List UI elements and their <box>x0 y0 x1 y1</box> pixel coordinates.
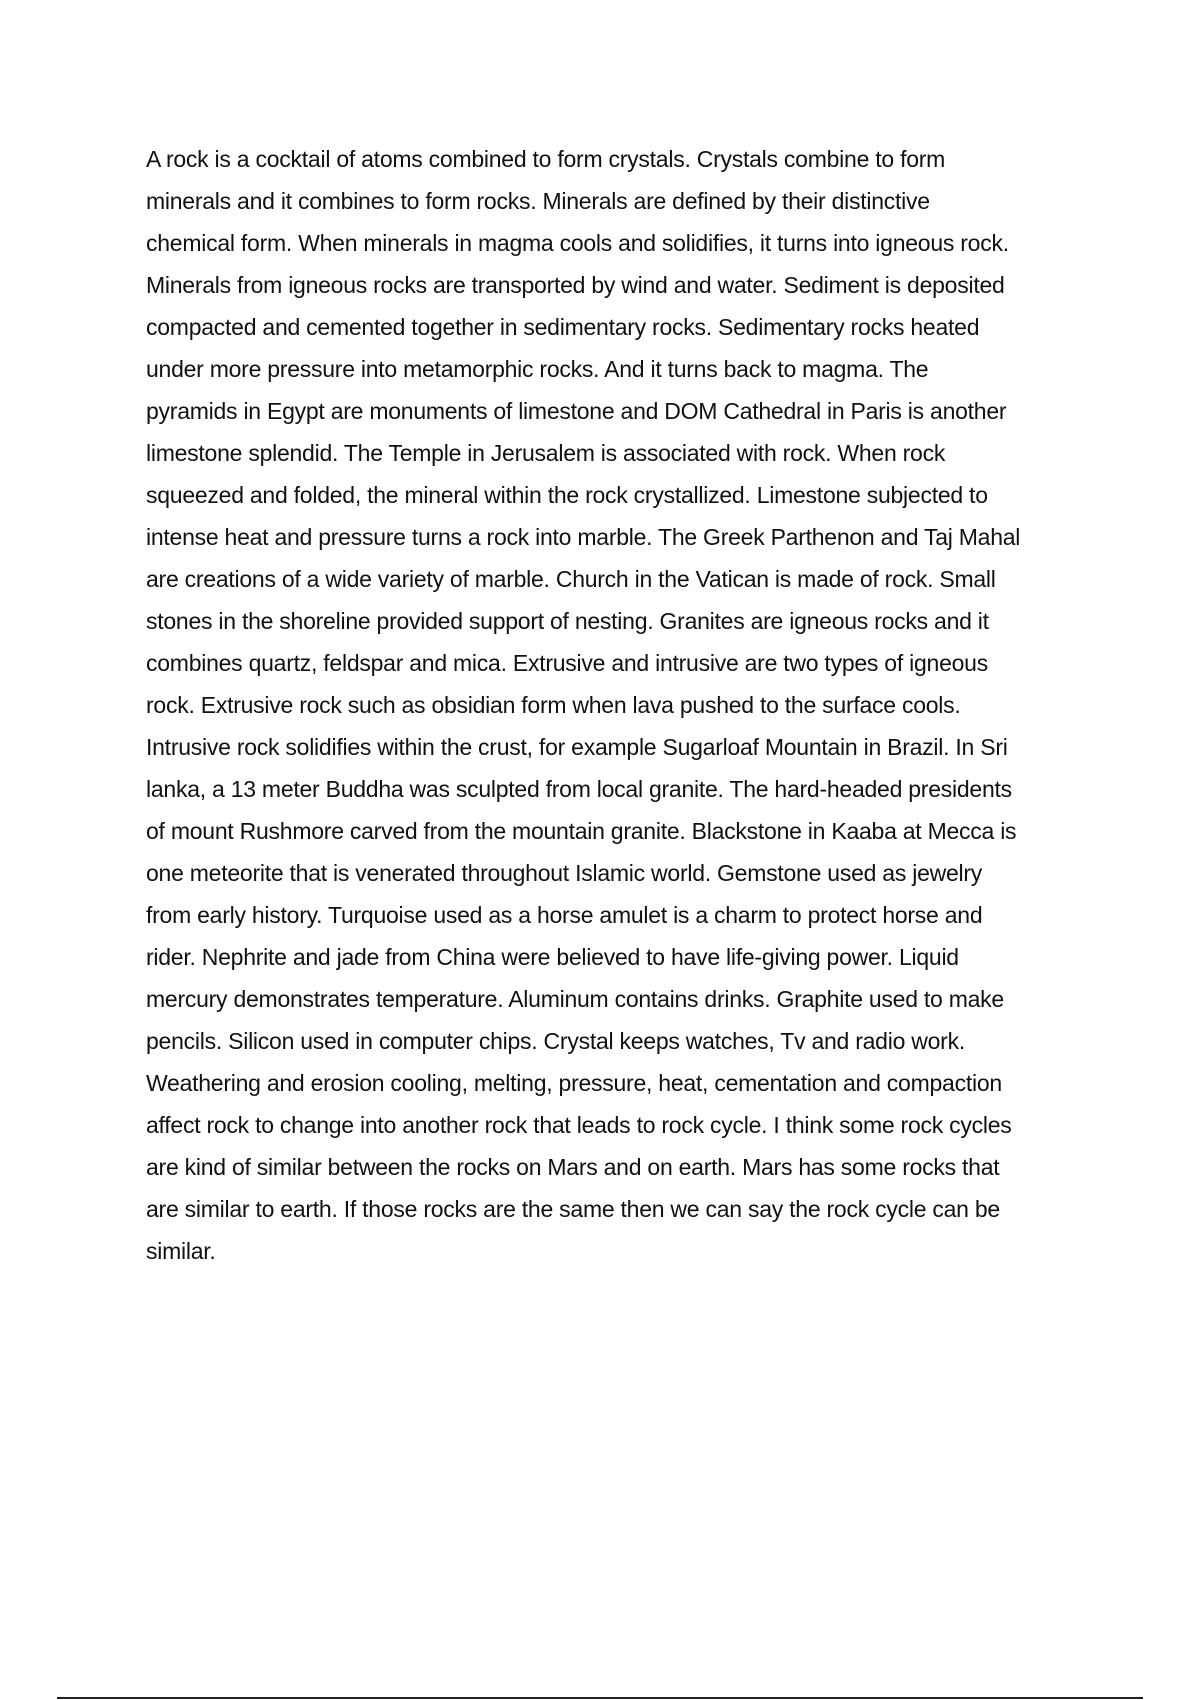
paragraph-line-5: compacted and cemented together in sedimentary rocks. Sedimentary rocks heated <box>146 314 980 340</box>
paragraph-line-10: intense heat and pressure turns a rock into marble. The Greek Parthenon and Taj Mahal <box>146 524 1021 550</box>
paragraph-line-13: combines quartz, feldspar and mica. Extrusive and intrusive are two types of igneous <box>146 650 988 676</box>
essay-paragraph <box>146 138 1106 1272</box>
paragraph-line-14: rock. Extrusive rock such as obsidian form when lava pushed to the surface cools. <box>146 692 961 718</box>
footer-divider <box>57 1697 1143 1699</box>
paragraph-line-21: mercury demonstrates temperature. Aluminum contains drinks. Graphite used to make <box>146 986 1004 1012</box>
paragraph-line-20: rider. Nephrite and jade from China were believed to have life-giving power. Liquid <box>146 944 959 970</box>
paragraph-line-25: are kind of similar between the rocks on Mars and on earth. Mars has some rocks that <box>146 1154 1000 1180</box>
paragraph-line-2: minerals and it combines to form rocks. Minerals are defined by their distinctive <box>146 188 930 214</box>
paragraph-line-17: of mount Rushmore carved from the mountain granite. Blackstone in Kaaba at Mecca is <box>146 818 1017 844</box>
paragraph-line-6: under more pressure into metamorphic rocks. And it turns back to magma. The <box>146 356 929 382</box>
paragraph-line-22: pencils. Silicon used in computer chips. Crystal keeps watches, Tv and radio work. <box>146 1028 965 1054</box>
paragraph-line-4: Minerals from igneous rocks are transported by wind and water. Sediment is deposited <box>146 272 1005 298</box>
paragraph-line-24: affect rock to change into another rock that leads to rock cycle. I think some rock cycles <box>146 1112 1012 1138</box>
paragraph-line-7: pyramids in Egypt are monuments of limestone and DOM Cathedral in Paris is another <box>146 398 1007 424</box>
paragraph-line-8: limestone splendid. The Temple in Jerusalem is associated with rock. When rock <box>146 440 946 466</box>
paragraph-line-12: stones in the shoreline provided support of nesting. Granites are igneous rocks and it <box>146 608 989 634</box>
paragraph-line-27: similar. <box>146 1238 216 1264</box>
paragraph-line-15: Intrusive rock solidifies within the crust, for example Sugarloaf Mountain in Brazil. In Sri <box>146 734 1008 760</box>
paragraph-line-16: lanka, a 13 meter Buddha was sculpted from local granite. The hard-headed presidents <box>146 776 1012 802</box>
paragraph-line-1: A rock is a cocktail of atoms combined to form crystals. Crystals combine to form <box>146 146 946 172</box>
paragraph-line-19: from early history. Turquoise used as a horse amulet is a charm to protect horse and <box>146 902 983 928</box>
paragraph-line-11: are creations of a wide variety of marble. Church in the Vatican is made of rock. Small <box>146 566 996 592</box>
paragraph-line-3: chemical form. When minerals in magma cools and solidifies, it turns into igneous rock. <box>146 230 1009 256</box>
paragraph-line-23: Weathering and erosion cooling, melting, pressure, heat, cementation and compaction <box>146 1070 1002 1096</box>
paragraph-line-9: squeezed and folded, the mineral within the rock crystallized. Limestone subjected to <box>146 482 988 508</box>
paragraph-line-26: are similar to earth. If those rocks are the same then we can say the rock cycle can be <box>146 1196 1000 1222</box>
paragraph-line-18: one meteorite that is venerated throughout Islamic world. Gemstone used as jewelry <box>146 860 983 886</box>
